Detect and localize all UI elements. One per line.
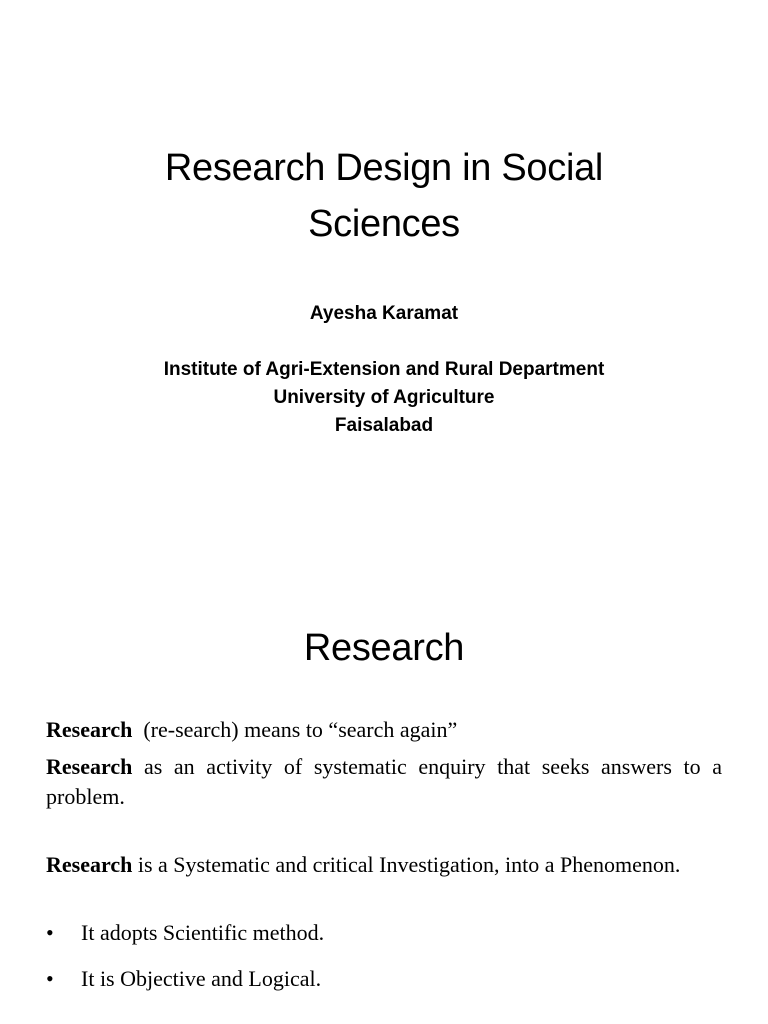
affiliation-university: University of Agriculture xyxy=(273,387,495,408)
bullet-text: It is Objective and Logical. xyxy=(81,966,322,991)
author-name: Ayesha Karamat xyxy=(309,303,459,324)
affiliation-block xyxy=(84,356,684,440)
affiliation-city: Faisalabad xyxy=(334,415,434,436)
bullet-marker: • xyxy=(46,966,54,991)
slide-heading: Research xyxy=(303,627,465,669)
affiliation-institute: Institute of Agri-Extension and Rural Department xyxy=(163,359,605,380)
bullet-text: It adopts Scientific method. xyxy=(81,920,325,945)
slide-title: Research Design in Social Sciences xyxy=(164,147,604,245)
term-label: Research xyxy=(46,717,133,742)
research-slide xyxy=(0,576,768,1024)
term-label: Research xyxy=(46,754,133,779)
definition-paragraph xyxy=(46,752,722,812)
definition-text: is a Systematic and critical Investigation, into a Phenomenon. xyxy=(132,852,681,877)
definition-paragraph xyxy=(46,850,722,880)
term-label: Research xyxy=(46,852,133,877)
definition-text: (re-search) means to “search again” xyxy=(132,717,458,742)
definition-text: as an activity of systematic enquiry that seeks answers to a problem. xyxy=(46,754,722,809)
bullet-marker: • xyxy=(46,920,54,945)
definition-paragraph xyxy=(46,715,722,745)
